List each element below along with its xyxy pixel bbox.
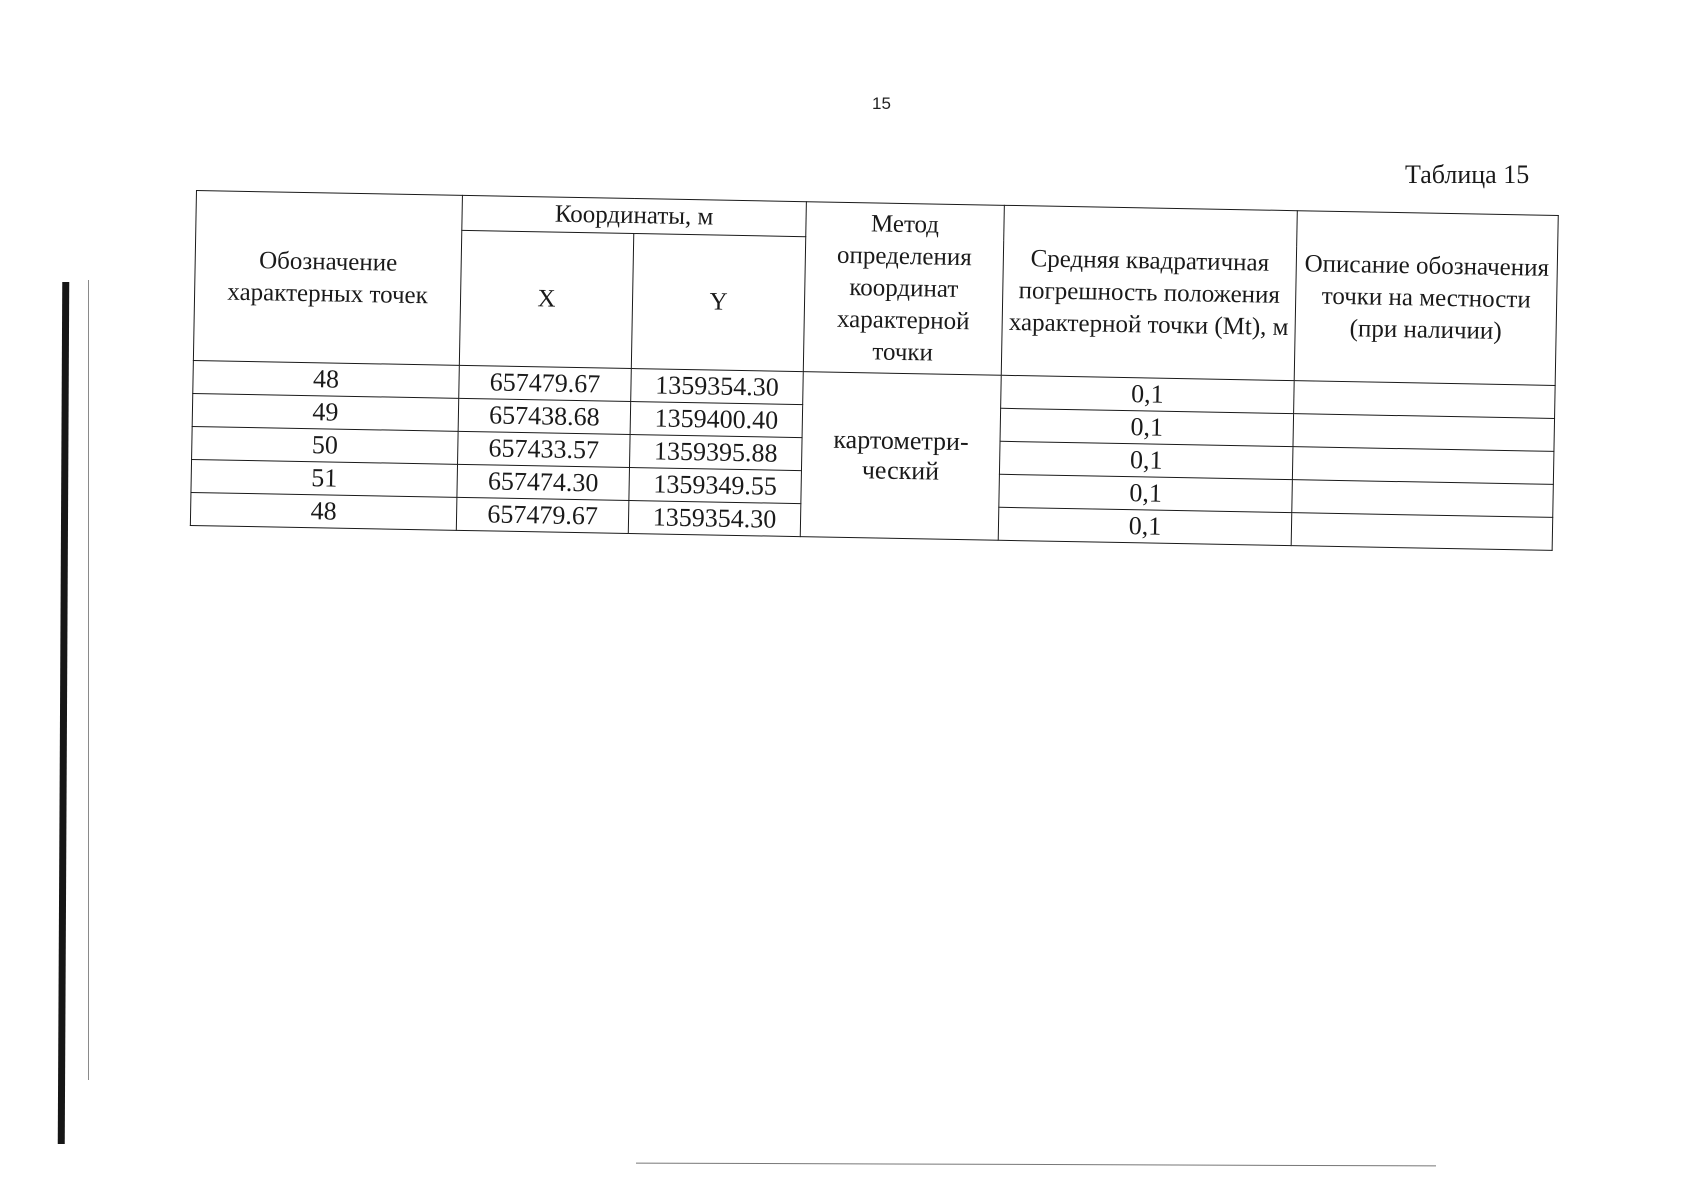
description-cell [1294,381,1556,419]
header-row [196,191,1558,251]
x-cell: 657474.30 [457,464,630,500]
point-cell: 48 [193,360,460,398]
table-caption: Таблица 15 [1405,160,1530,189]
page-number: 15 [872,94,891,113]
y-cell: 1359395.88 [629,434,802,470]
method-cell: картометри-ческий [800,372,1001,541]
y-cell: 1359354.30 [628,500,801,536]
header-point-designation: Обозначение характерных точек [193,191,462,366]
mt-cell: 0,1 [1001,375,1295,413]
table-wrapper [190,190,1558,551]
header-y: Y [631,234,805,372]
x-cell: 657479.67 [459,365,632,401]
point-cell: 48 [190,492,457,530]
y-cell: 1359349.55 [629,467,802,503]
description-cell [1292,447,1554,485]
point-cell: 50 [192,426,459,464]
header-method: Метод определения координат характерной точки [803,202,1004,376]
point-cell: 51 [191,459,458,497]
coordinates-table [190,190,1559,551]
header-x: X [459,230,633,368]
x-cell: 657479.67 [456,497,629,533]
x-cell: 657438.68 [458,398,631,434]
description-cell [1291,513,1553,551]
scan-margin-line [88,280,89,1080]
header-coordinates: Координаты, м [462,195,807,236]
description-cell [1292,480,1554,518]
description-cell [1293,414,1555,452]
mt-cell: 0,1 [999,474,1293,512]
scan-margin-bar [58,282,70,1144]
header-description: Описание обозначения точки на местности (при наличии) [1294,211,1558,386]
mt-cell: 0,1 [998,507,1292,545]
mt-cell: 0,1 [999,441,1293,479]
mt-cell: 0,1 [1000,408,1294,446]
x-cell: 657433.57 [458,431,631,467]
y-cell: 1359400.40 [630,402,803,438]
point-cell: 49 [192,393,459,431]
header-accuracy: Средняя квадратичная погрешность положения характерной точки (Mt), м [1001,205,1297,380]
scan-bottom-line [636,1163,1436,1167]
y-cell: 1359354.30 [631,369,804,405]
